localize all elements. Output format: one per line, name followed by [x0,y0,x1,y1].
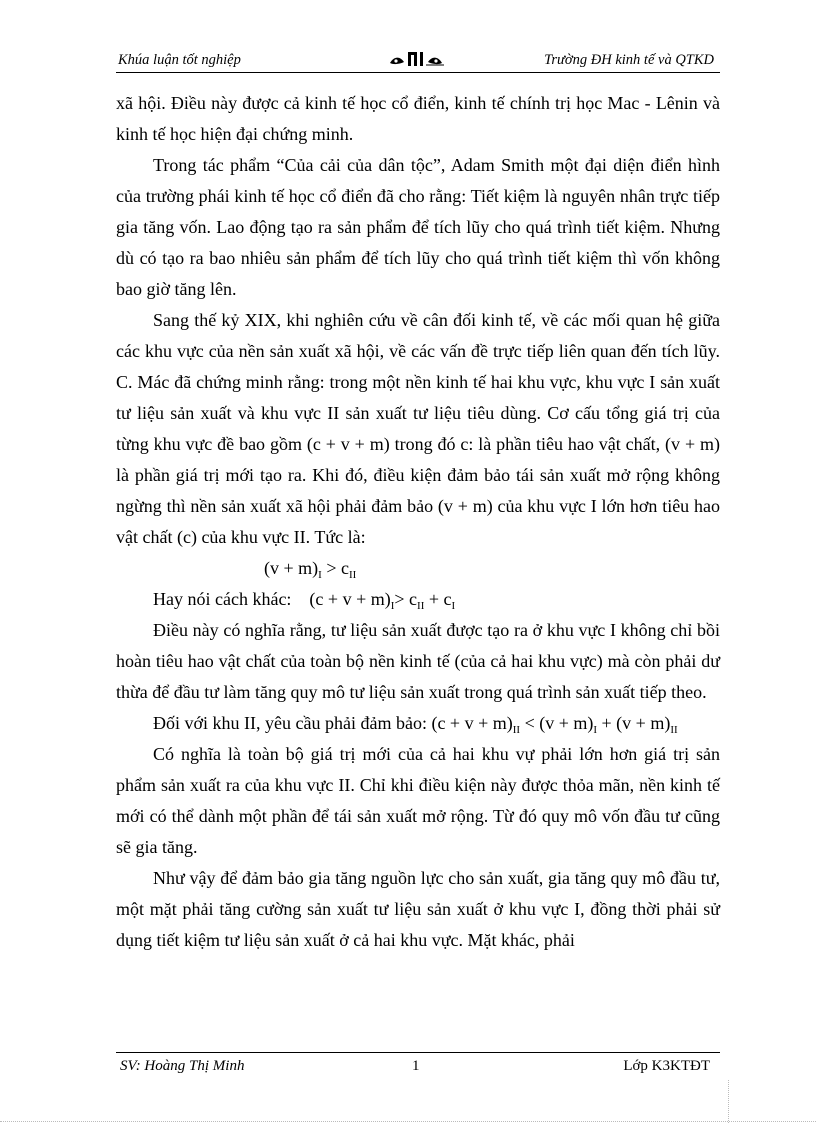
page-edge-guide [0,1121,816,1122]
formula-1: $(v + m)_I > c_{II}$ [264,558,357,581]
page-corner-guide [728,1080,729,1123]
page-number: 1 [412,1058,420,1074]
footer-student-name: SV: Hoàng Thị Minh [120,1058,245,1074]
ornament-icon [386,50,446,68]
header-divider [116,72,720,73]
footer-divider [116,1052,720,1053]
paragraph-6: Như vậy để đảm bảo gia tăng nguồn lực cho sản xuất, gia tăng quy mô đầu tư, một mặt phải tăng cường sản xuất tư liệu sản xuất ở khu vực I, đồng thời phải sử dụng tiết kiệm tư liệu sản xuất ở cả hai khu vực. Mặt khác, phải [116,868,720,950]
header-university-label: Trường ĐH kinh tế và QTKD [544,52,714,68]
formula-2: Hay nói cách khác: $(c + v + m)_I> c_{II} + c_I$ [153,589,456,612]
document-body [116,88,720,956]
paragraph-4: Điều này có nghĩa rằng, tư liệu sản xuất được tạo ra ở khu vực I không chỉ bồi hoàn tiêu hao vật chất của toàn bộ nền kinh tế (của cả hai khu vực) mà còn phải dư thừa để đầu tư làm tăng quy mô tư liệu sản xuất trong quá trình sản xuất tiếp theo. [116,620,720,702]
footer-class-label: Lớp K3KTĐT [623,1058,710,1074]
paragraph-2: Trong tác phẩm “Của cải của dân tộc”, Adam Smith một đại diện điển hình của trường phái kinh tế học cổ điển đã cho rằng: Tiết kiệm là nguyên nhân trực tiếp gia tăng vốn. Lao động tạo ra sản phẩm để tích lũy cho quá trình tiết kiệm. Nhưng dù có tạo ra bao nhiêu sản phẩm để tích lũy cho quá trình tiết kiệm thì vốn không bao giờ tăng lên. [116,155,720,299]
formula-3: Đối với khu II, yêu cầu phải đảm bảo: $(c + v + m)_{II} < (v + m)_I + (v + m)_{II}$ [153,713,678,736]
page-header [116,50,720,72]
paragraph-3: Sang thế kỷ XIX, khi nghiên cứu về cân đối kinh tế, về các mối quan hệ giữa các khu vực của nền sản xuất xã hội, về các vấn đề trực tiếp liên quan đến tích lũy. C. Mác đã chứng minh rằng: trong một nền kinh tế hai khu vực, khu vực I sản xuất tư liệu sản xuất và khu vực II sản xuất tư liệu tiêu dùng. Cơ cấu tổng giá trị của từng khu vực đề bao gồm (c + v + m) trong đó c: là phần tiêu hao vật chất, (v + m) là phần giá trị mới tạo ra. Khi đó, điều kiện đảm bảo tái sản xuất mở rộng không ngừng thì nền sản xuất xã hội phải đảm bảo (v + m) của khu vực I lớn hơn tiêu hao vật chất (c) của khu vực II. Tức là: [116,310,720,547]
paragraph-5: Có nghĩa là toàn bộ giá trị mới của cả hai khu vự phải lớn hơn giá trị sản phẩm sản xuất ra của khu vực II. Chỉ khi điều kiện này được thỏa mãn, nền kinh tế mới có thể dành một phần để tái sản xuất mở rộng. Từ đó quy mô vốn đầu tư cũng sẽ gia tăng. [116,744,720,857]
page-footer [116,1058,720,1078]
header-thesis-label: Khúa luận tốt nghiệp [118,52,241,68]
paragraph-1: xã hội. Điều này được cả kinh tế học cổ điển, kinh tế chính trị học Mac - Lênin và kinh tế học hiện đại chứng minh. [116,93,720,144]
